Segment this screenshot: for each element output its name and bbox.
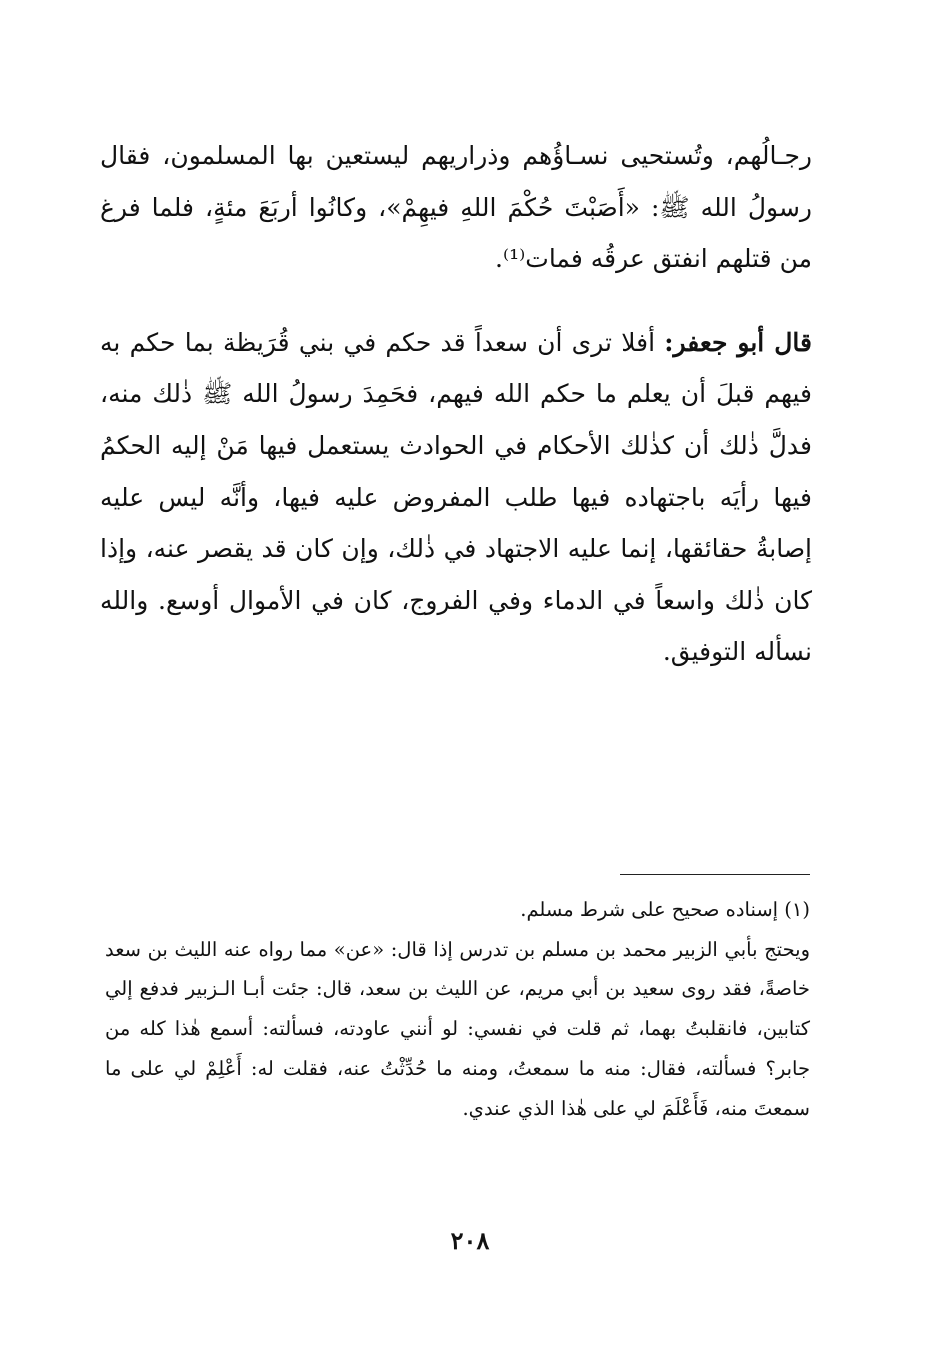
footnote-divider (620, 874, 810, 875)
paragraph-2-body: أفلا ترى أن سعداً قد حكم في بني قُرَيظة بما حكم به فيهم قبلَ أن يعلم ما حكم الله فيهم، فحَمِدَ رسولُ الله ﷺ ذٰلك منه، فدلَّ ذٰلك أن كذٰلك الأحكام في الحوادث يستعمل فيها مَنْ إليه الحكمُ فيها رأيَه باجتهاده فيها طلب المفروض عليه فيها، وأنَّه ليس عليه إصابةُ حقائقها، إنما عليه الاجتهاد في ذٰلك، وإن كان قد يقصر عنه، وإذا كان ذٰلك واسعاً في الدماء وفي الفروج، كان في الأموال أوسع. والله نسأله التوفيق. (100, 327, 813, 667)
speaker-lead: قال أبو جعفر: (664, 327, 812, 357)
footnote-1: (١) إسناده صحيح على شرط مسلم. (520, 898, 810, 921)
paragraph-2 (100, 317, 812, 678)
footnote-1-continuation: ويحتج بأبي الزبير محمد بن مسلم بن تدرس إذا قال: «عن» مما رواه عنه الليث بن سعد خاصةً، فقد روى سعيد بن أبي مريم، عن الليث بن سعد، قال: جئت أبـا الـزبير فدفع إلي كتابين، فانقلبتُ بهما، ثم قلت في نفسي: لو أنني عاودته، فسألته: أسمع هٰذا كله من جابر؟ فسألته، فقال: منه ما سمعتُ، ومنه ما حُدِّثْتُ عنه، فقلت له: أَعْلِمْ لي على ما سمعتَ منه، فَأَعْلَمَ لي على هٰذا الذي عندي. (105, 937, 810, 1120)
footnotes (105, 890, 810, 1128)
page-number: ٢٠٨ (450, 1226, 490, 1255)
paragraph-1: رجـالُهم، وتُستحيى نسـاؤُهم وذراريهم ليستعين بها المسلمون، فقال رسولُ الله ﷺ: «أَصَبْتَ حُكْمَ اللهِ فيهِمْ»، وكانُوا أربَعَ مئةٍ، فلما فرغ من قتلهم انفتق عرقُه فمات⁽¹⁾. (100, 141, 812, 274)
main-text (100, 130, 812, 678)
